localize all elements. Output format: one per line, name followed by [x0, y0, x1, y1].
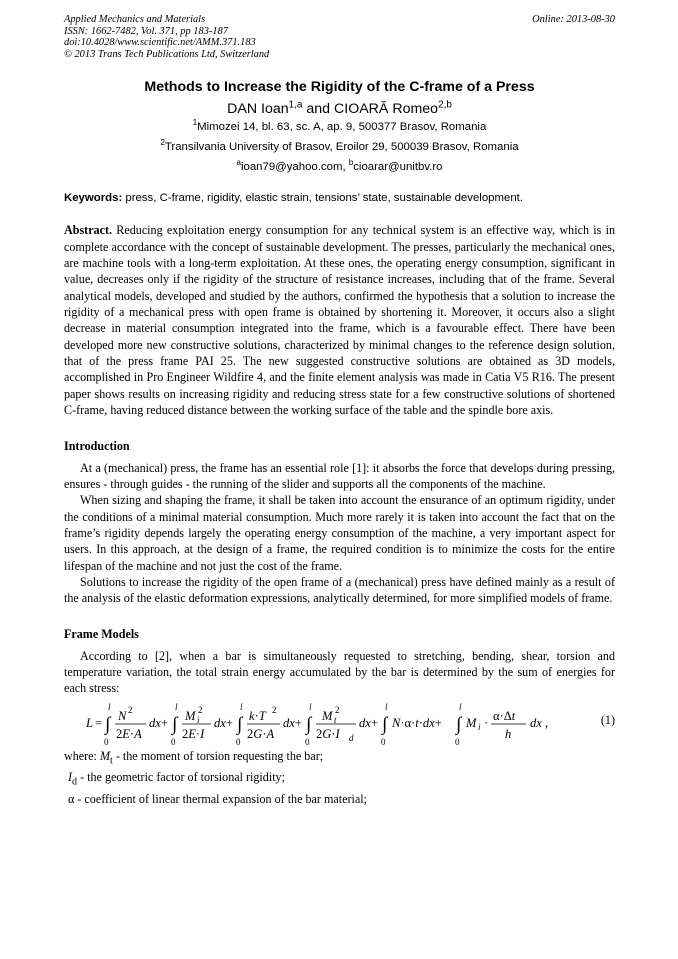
symbol-definitions: [64, 748, 615, 808]
svg-text:2G·I: 2G·I: [316, 726, 340, 741]
svg-text:l: l: [108, 701, 111, 712]
definition-alpha: [64, 791, 615, 807]
svg-text:l: l: [175, 701, 178, 712]
svg-text:dx+: dx+: [359, 715, 378, 730]
svg-text:α·Δt: α·Δt: [493, 708, 516, 723]
svg-text:l: l: [309, 701, 312, 712]
author-2-sup: 2,b: [438, 99, 452, 111]
equation-1: [64, 698, 615, 748]
frame-models-paragraph: According to [2], when a bar is simultaneously requested to stretching, bending, shear, torsion and temperature variation, the total strain energy accumulated by the bar is determined by the sum of energies for each stress:: [64, 648, 615, 696]
svg-text:dx ,: dx ,: [530, 715, 549, 730]
svg-text:∫: ∫: [306, 713, 312, 735]
svg-text:t: t: [334, 714, 337, 725]
definition-mt-text: - the moment of torsion requesting the bar;: [112, 748, 324, 763]
keywords-label: Keywords:: [64, 192, 123, 205]
equation-number: (1): [600, 712, 615, 727]
definition-id-text: - the geometric factor of torsional rigidity;: [77, 770, 285, 785]
svg-text:0: 0: [381, 736, 386, 747]
definition-id-symbol: I: [68, 770, 73, 785]
journal-header: [64, 14, 615, 60]
online-date: Online: 2013-08-30: [532, 14, 615, 25]
definition-id-sub: d: [72, 776, 78, 788]
svg-text:∫: ∫: [172, 713, 178, 735]
frame-models-heading: Frame Models: [64, 626, 139, 641]
email-line: [64, 160, 615, 175]
paper-page: [64, 14, 615, 807]
svg-text:2: 2: [272, 704, 277, 715]
abstract-text: Reducing exploitation energy consumption for any technical system is an effective way, which is in complete accordance with the concept of sustainable development. The presses, particularly the mechanical ones, are machine tools with a long-term exploitation. At these ones, the operating energy consumption, significant in value, decreases only if the rigidity of the structure of resistance increases, including that of the frame. Several analytical models, developed and studied by the authors, confirmed the hypothesis that a solution to increase the rigidity of a mechanical press with open frame is obtained by shortening it. Moreover, it occurs also a slight decrease in material consumption integrated into the frame, which is a favourable effect. There have been developed more new constructive solutions, characterized by minimal changes to the reference design solution, that of the press frame PAI 25. The new suggested constructive solutions are obtained as 3D models, accomplished in Pro Engineer Wildfire 4, and the finite element analysis was made in Catia V5 R16. The present paper shows results on increasing rigidity and reducing stress state for a few constructive solutions of shortened C-frame, having reduced distance between the working surface of the table and the spindle bore axis.: [64, 223, 615, 418]
svg-text:∫: ∫: [105, 713, 111, 735]
svg-text:k·T: k·T: [249, 708, 266, 723]
author-1: DAN Ioan: [227, 101, 289, 118]
paper-title: Methods to Increase the Rigidity of the C-frame of a Press: [144, 79, 535, 96]
definition-mt: [64, 748, 615, 770]
journal-name: Applied Mechanics and Materials: [64, 14, 206, 25]
svg-text:0: 0: [305, 736, 310, 747]
svg-text:2G·A: 2G·A: [247, 726, 275, 741]
author-1-sup: 1,a: [288, 99, 303, 111]
affiliation-1-sup: 1: [192, 118, 198, 128]
svg-text:2: 2: [198, 704, 203, 715]
svg-text:L: L: [86, 715, 93, 730]
intro-paragraph-1: At a (mechanical) press, the frame has an essential role [1]: it absorbs the force that develops during pressing, ensures - through guides - the running of the slider and supports all the components of the machine.: [64, 460, 615, 491]
svg-text:0: 0: [236, 736, 241, 747]
svg-text:M: M: [185, 708, 196, 723]
svg-text:N·α·t·dx+: N·α·t·dx+: [392, 715, 442, 730]
svg-text:N: N: [118, 708, 127, 723]
introduction-heading: Introduction: [64, 438, 130, 453]
svg-text:0: 0: [104, 736, 109, 747]
svg-text:2E·A: 2E·A: [116, 726, 142, 741]
intro-paragraph-2: When sizing and shaping the frame, it shall be taken into account the ensurance of an optimum rigidity, under the conditions of a minimal material consumption. Much more rarely it is taken into account the fact that on the frame’s rigidity depends largely the operating energy consumption of the machine, a very important aspect for users. In this approach, at the design of a frame, the required condition is to minimize the costs for the entire lifespan of the machine and not just the cost of the frame.: [64, 493, 615, 573]
svg-text:i: i: [197, 714, 200, 725]
affiliation-1-text: Mimozei 14, bl. 63, sc. A, ap. 9, 500377 Brasov, Romania: [197, 121, 487, 134]
svg-text:l: l: [459, 701, 462, 712]
svg-text:∫: ∫: [237, 713, 243, 735]
definition-id: [64, 769, 615, 791]
svg-text:∫: ∫: [382, 713, 388, 735]
svg-text:=: =: [95, 715, 103, 730]
svg-text:·: ·: [484, 715, 489, 730]
keywords-text: press, C-frame, rigidity, elastic strain, tensions’ state, sustainable development.: [122, 192, 523, 205]
abstract-label: Abstract.: [64, 223, 113, 238]
definition-mt-sub: t: [110, 755, 113, 767]
definition-alpha-symbol: α: [68, 792, 75, 807]
abstract: [64, 222, 615, 418]
issn-line: ISSN: 1662-7482, Vol. 371, pp 183-187: [64, 25, 228, 37]
svg-text:l: l: [240, 701, 243, 712]
svg-text:∫: ∫: [456, 713, 462, 735]
email-b[interactable]: cioarar@unitbv.ro: [353, 161, 443, 174]
svg-text:0: 0: [171, 736, 176, 747]
doi-line: doi:10.4028/www.scientific.net/AMM.371.183: [64, 37, 256, 49]
affiliation-1: [64, 120, 615, 135]
email-a[interactable]: ioan79@yahoo.com,: [240, 161, 349, 174]
copyright-line: © 2013 Trans Tech Publications Ltd, Switzerland: [64, 48, 270, 60]
email-b-sup: b: [348, 158, 354, 168]
author-2: CIOARĂ Romeo: [334, 101, 439, 118]
definition-alpha-text: - coefficient of linear thermal expansion of the bar material;: [74, 792, 367, 807]
svg-text:2: 2: [335, 704, 340, 715]
affiliation-2: [64, 140, 615, 155]
svg-text:dx+: dx+: [214, 715, 233, 730]
svg-text:2E·I: 2E·I: [182, 726, 205, 741]
author-and: and: [302, 101, 334, 118]
svg-text:h: h: [505, 726, 512, 741]
svg-text:0: 0: [455, 736, 460, 747]
svg-text:M: M: [466, 715, 477, 730]
svg-text:dx+: dx+: [283, 715, 302, 730]
svg-text:2: 2: [128, 704, 133, 715]
strain-energy-equation: [64, 698, 584, 748]
intro-paragraph-3: Solutions to increase the rigidity of the open frame of a (mechanical) press have defined mainly as a result of the analysis of the elastic deformation expressions, analytically determined, for more simplified models of frame.: [64, 574, 615, 606]
email-a-sup: a: [236, 158, 241, 168]
svg-text:l: l: [385, 701, 388, 712]
keywords: [64, 192, 615, 204]
affiliation-2-text: Transilvania University of Brasov, Eroilor 29, 500039 Brasov, Romania: [164, 141, 519, 154]
affiliation-2-sup: 2: [160, 138, 165, 148]
author-line: [64, 101, 615, 117]
svg-text:dx+: dx+: [149, 715, 168, 730]
svg-text:M: M: [322, 708, 333, 723]
where-prefix: where:: [64, 748, 100, 763]
svg-text:i: i: [478, 721, 481, 732]
definition-mt-symbol: M: [99, 748, 111, 763]
svg-text:d: d: [349, 732, 354, 743]
